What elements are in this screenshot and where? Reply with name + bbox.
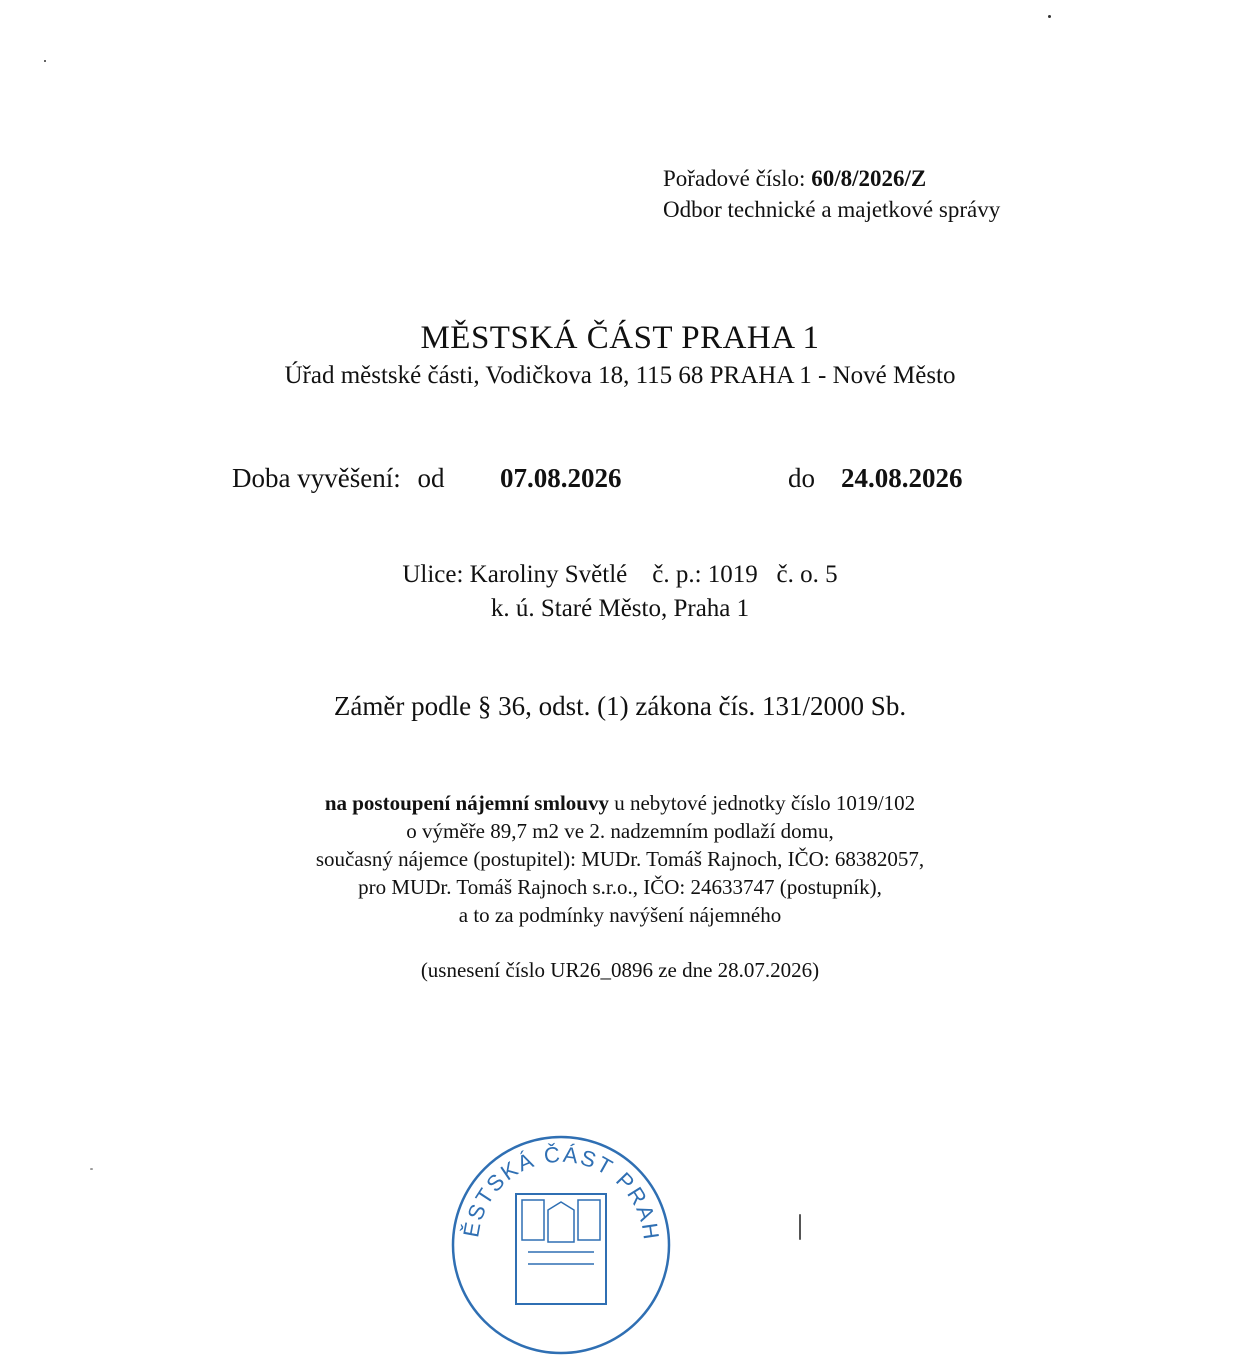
intent-line-3: současný nájemce (postupitel): MUDr. Tomáš Rajnoch, IČO: 68382057,	[315, 847, 925, 871]
scan-speck	[1048, 15, 1051, 18]
street-address: Ulice: Karoliny Světlé č. p.: 1019 č. o. 5	[402, 561, 838, 588]
reference-number-line	[663, 166, 926, 192]
legal-basis: Záměr podle § 36, odst. (1) zákona čís. 131/2000 Sb.	[333, 691, 907, 721]
reference-number-label: Pořadové číslo:	[663, 166, 806, 191]
intent-line-2: o výměře 89,7 m2 ve 2. nadzemním podlaží domu,	[406, 819, 834, 843]
posting-to-date: 24.08.2026	[841, 463, 963, 493]
cadastral-area: k. ú. Staré Město, Praha 1	[490, 595, 750, 622]
intent-line-4: pro MUDr. Tomáš Rajnoch s.r.o., IČO: 24633747 (postupník),	[358, 875, 882, 899]
intent-unit: u nebytové jednotky číslo 1019/102	[608, 791, 916, 815]
reference-number: 60/8/2026/Z	[811, 166, 927, 191]
intent-line-5: a to za podmínky navýšení nájemného	[458, 903, 782, 927]
posting-label: Doba vyvěšení:	[232, 463, 401, 493]
posting-from-label: od	[417, 463, 445, 493]
intent-lead: na postoupení nájemní smlouvy	[324, 791, 609, 815]
posting-to-label: do	[788, 463, 815, 493]
authority-name: MĚSTSKÁ ČÁST PRAHA 1	[420, 320, 820, 356]
scan-speck	[90, 1168, 93, 1170]
department-name: Odbor technické a majetkové správy	[663, 197, 1001, 222]
posting-from-date: 07.08.2026	[500, 463, 622, 493]
scan-mark	[799, 1214, 801, 1240]
svg-text:MĚSTSKÁ ČÁST PRAHA	[448, 1132, 664, 1243]
official-stamp	[448, 1132, 674, 1358]
posting-period-row	[232, 463, 444, 494]
intent-line-1	[0, 789, 1240, 817]
scan-speck	[44, 60, 46, 62]
intent-paragraph	[0, 789, 1240, 929]
authority-address: Úřad městské části, Vodičkova 18, 115 68 PRAHA 1 - Nové Město	[284, 362, 956, 389]
resolution-reference: (usnesení číslo UR26_0896 ze dne 28.07.2026)	[420, 958, 820, 982]
stamp-text: ĚSTSKÁ ČÁST PRAH	[458, 1141, 665, 1243]
stamp-seal-icon	[448, 1132, 674, 1358]
